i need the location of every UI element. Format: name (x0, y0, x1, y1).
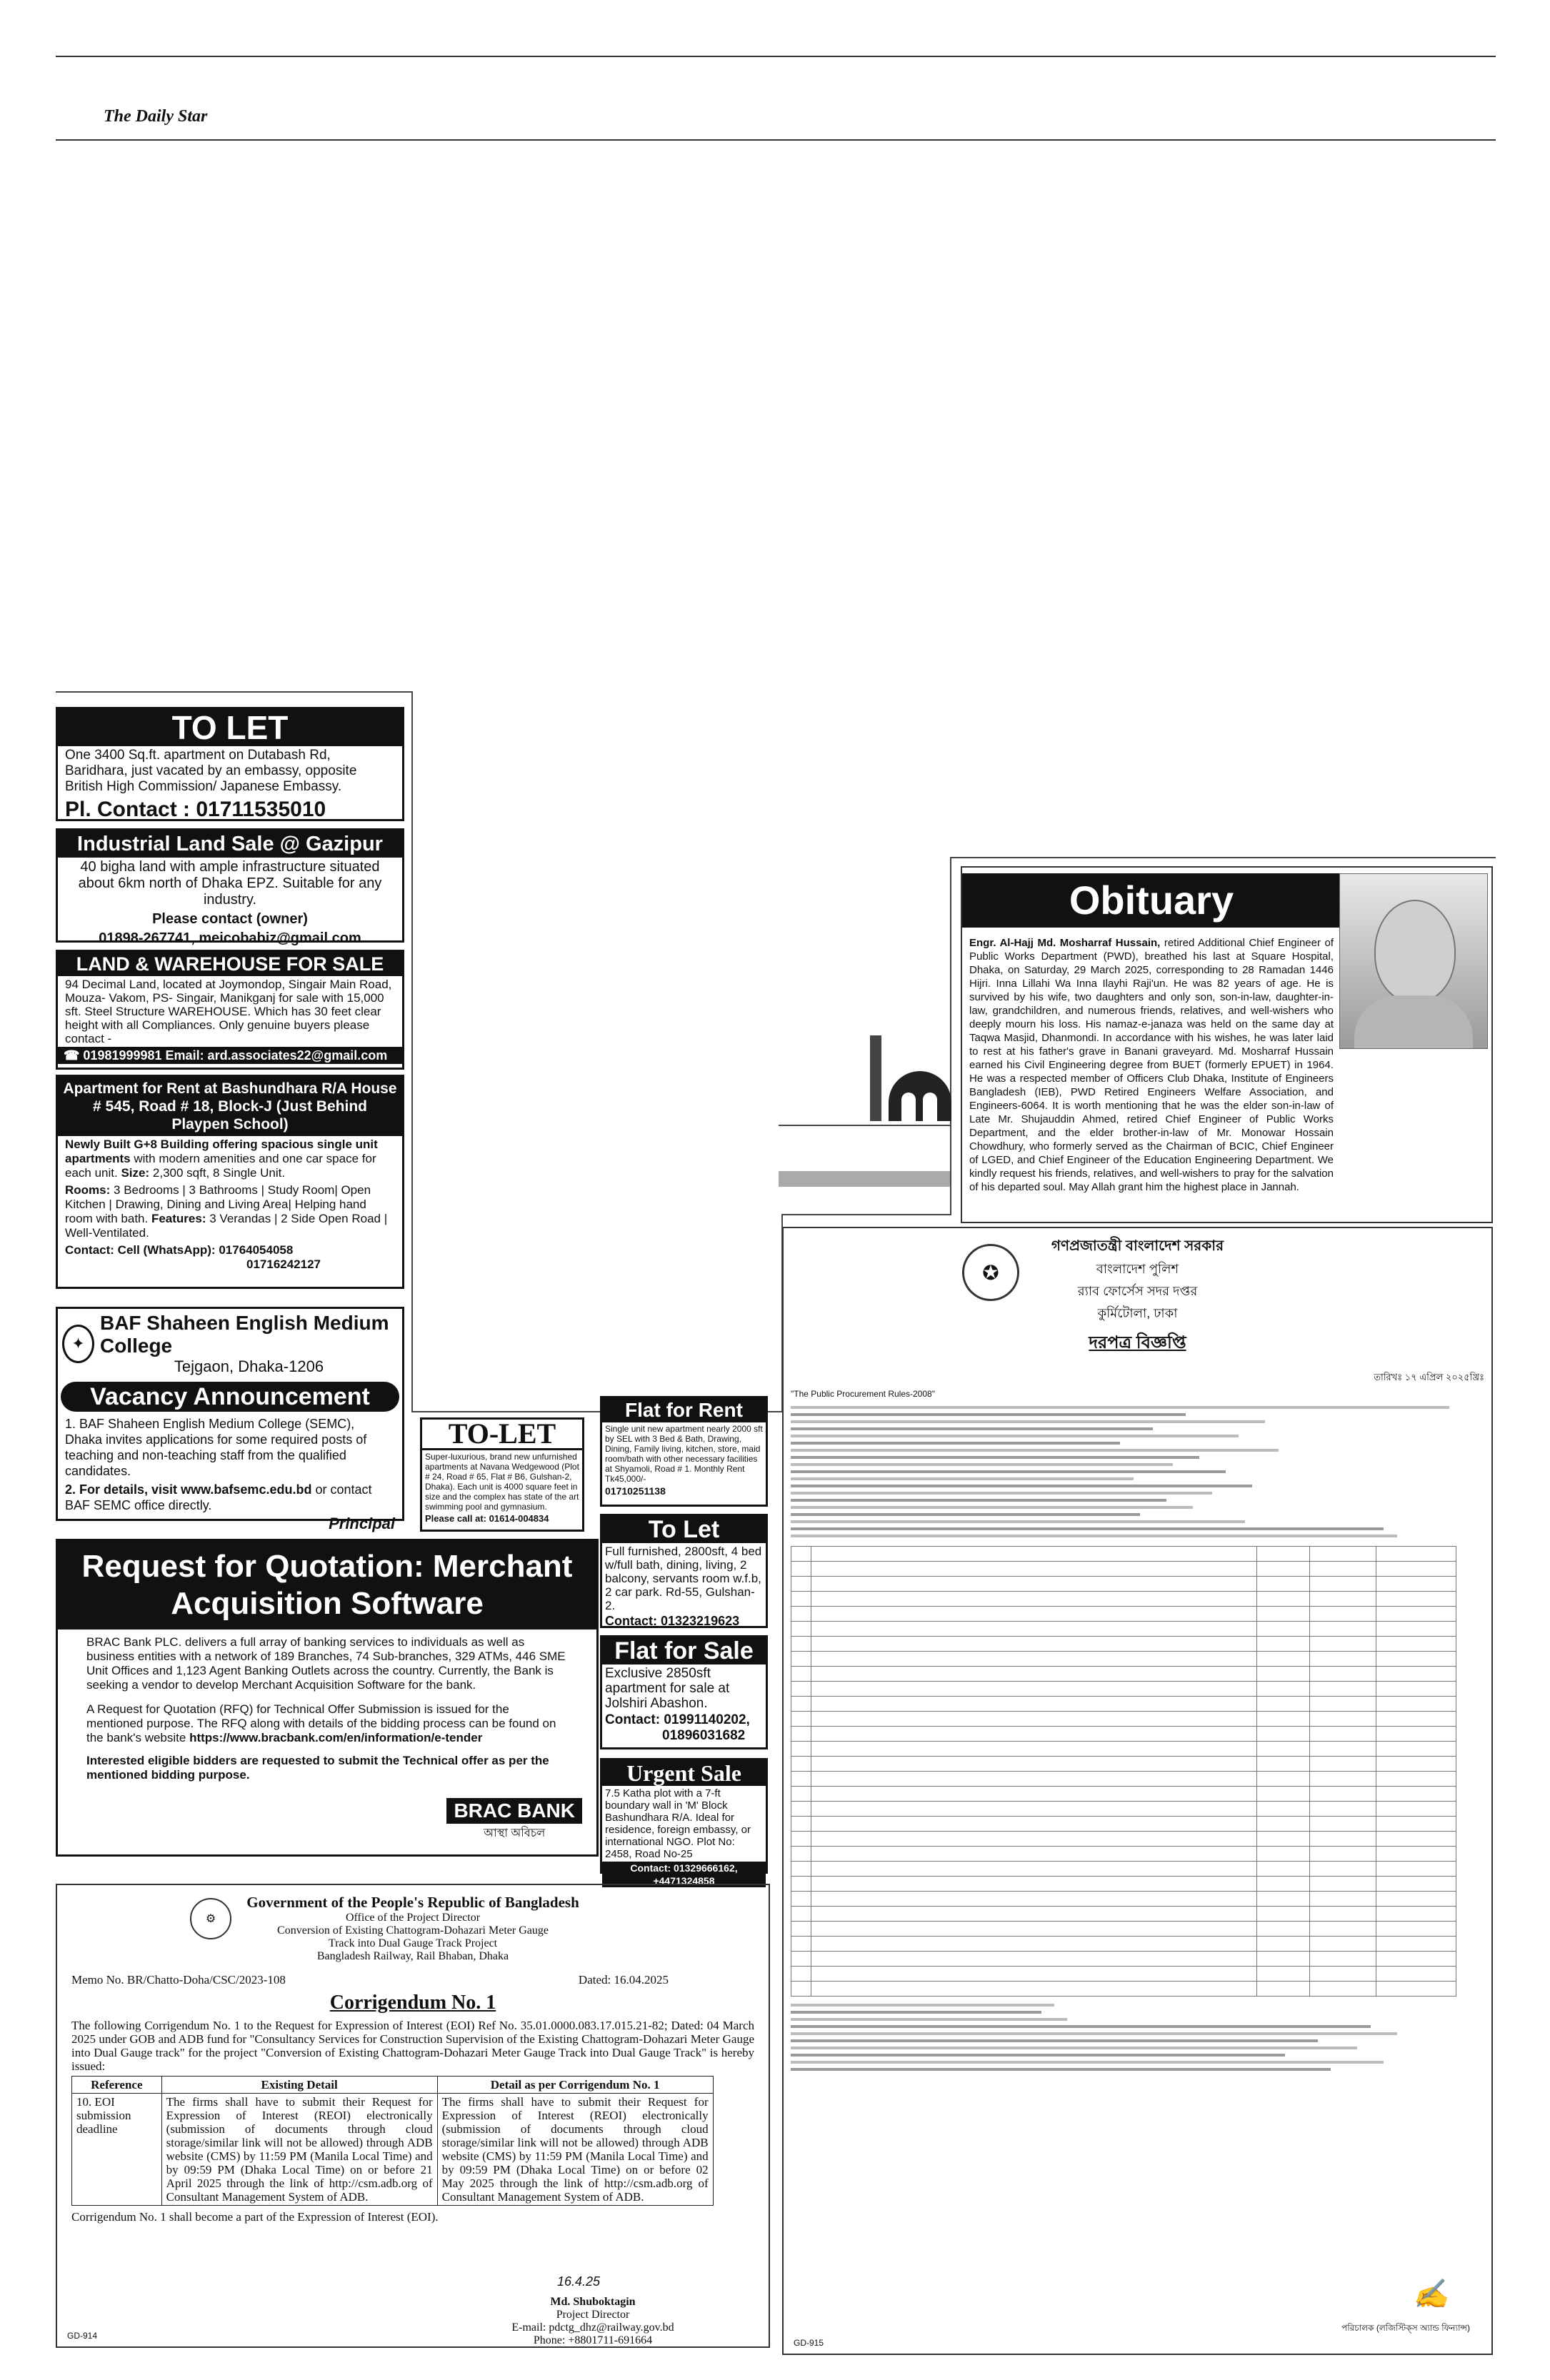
ad-contact: 01981999981 Email: ard.associates22@gmail.com (83, 1048, 388, 1063)
features-label: Features: (151, 1212, 206, 1225)
rfq-ad (56, 1539, 599, 1857)
ad-body: with modern amenities and one car space for each unit. (65, 1152, 376, 1180)
flat-sale-ad (600, 1635, 768, 1749)
table-header: Reference (72, 2077, 162, 2094)
ad-title: LAND & WAREHOUSE FOR SALE (58, 952, 402, 976)
corrigendum-notice (56, 1884, 770, 2348)
ad-contact: Contact: 01329666162, +4471324858 (602, 1862, 766, 1887)
column-rule (781, 1214, 951, 1215)
tender-link[interactable]: https://www.bracbank.com/en/information/e-tender (189, 1731, 483, 1744)
flat-rent-ad (600, 1396, 768, 1507)
grey-band (779, 1171, 950, 1187)
rfq-body: A Request for Quotation (RFQ) for Technical Offer Submission is issued for the mentioned purpose. The RFQ along with details of the bidding process can be found on the bank's website (86, 1702, 556, 1744)
tender-title: দরপত্র বিজ্ঞপ্তি (1089, 1333, 1186, 1352)
vacancy-item-1: 1. BAF Shaheen English Medium College (SEMC), Dhaka invites applications for some required posts of teaching and non-teaching staff from the qualified candidates. (65, 1417, 367, 1478)
college-location: Tejgaon, Dhaka-1206 (174, 1357, 324, 1375)
police-emblem-icon: ✪ (962, 1244, 1019, 1301)
urgent-sale-ad (600, 1758, 768, 1887)
table-row (72, 2094, 714, 2206)
features-value: 3 Verandas | 2 Side Open Road | Well-Ventilated. (65, 1212, 388, 1240)
rab-dept: বাংলাদেশ পুলিশ (1096, 1262, 1179, 1276)
ad-body: 94 Decimal Land, located at Joymondop, Singair Main Road, Mouza- Vakom, PS- Singair, Manikganj for sale with 15,000 sft. Steel Structure WAREHOUSE. Which has 30 feet clear height with all Compliances. Only genuine buyers please contact - (65, 978, 392, 1045)
project-name-2: Track into Dual Gauge Track Project (328, 1937, 498, 1949)
ad-title: Apartment for Rent at Bashundhara R/A House # 545, Road # 18, Block-J (Just Behind Playpen School) (58, 1077, 402, 1136)
bashundhara-rent-ad (56, 1075, 404, 1289)
ad-contact: Please call at: 01614-004834 (425, 1513, 549, 1524)
rfq-intro: BRAC Bank PLC. delivers a full array of banking services to individuals as well as business entities with a network of 189 Branches, 74 Sub-branches, 329 ATMs, 446 SME Unit Offices and 1,123 Agent Banking Outlets across the country. Currently, the Bank is seeking a vendor to develop Merchant Acquisition Software for the bank. (86, 1635, 566, 1692)
navana-to-let-ad (420, 1417, 584, 1532)
ad-code: GD-914 (67, 2331, 98, 2341)
ad-body: 40 bigha land with ample infrastructure situated about 6km north of Dhaka EPZ. Suitable for any industry. (78, 859, 382, 908)
college-crest-icon: ✦ (62, 1325, 94, 1363)
size-value: 2,300 sqft, 8 Single Unit. (152, 1166, 286, 1180)
table-header: Existing Detail (161, 2077, 437, 2094)
deceased-photo (1339, 873, 1488, 1049)
college-website-link[interactable]: www.bafsemc.edu.bd (181, 1482, 312, 1497)
phone-icon: ☎ (64, 1048, 84, 1063)
signatory-phone: Phone: +8801711-691664 (533, 2334, 653, 2346)
masthead: The Daily Star (104, 107, 208, 126)
phone-2: 01716242127 (246, 1257, 321, 1271)
contact-label: Contact: Cell (WhatsApp): (65, 1243, 216, 1257)
memo-number: Memo No. BR/Chatto-Doha/CSC/2023-108 (71, 1973, 286, 1987)
ad-body: One 3400 Sq.ft. apartment on Dutabash Rd, Baridhara, just vacated by an embassy, opposite British High Commission/ Japanese Embassy. (65, 748, 357, 794)
rules-reference: "The Public Procurement Rules-2008" (791, 1389, 935, 1399)
ad-body: Full furnished, 2800sft, 4 bed w/full bath, dining, living, 2 balcony, servants room w.f.b, 2 car park. Rd-55, Gulshan-2. (605, 1545, 762, 1612)
obituary-title: Obituary (962, 873, 1341, 928)
ad-title: TO LET (58, 709, 402, 746)
ad-cta: Please contact (owner) (152, 911, 308, 927)
rab-address: কুর্মিটোলা, ঢাকা (1097, 1306, 1178, 1320)
ad-contact-1: Contact: 01991140202, (605, 1712, 750, 1727)
tender-date: তারিখঃ ১৭ এপ্রিল ২০২৫খ্রিঃ (1374, 1372, 1484, 1382)
rooms-value: 3 Bedrooms | 3 Bathrooms | Study Room| Open Kitchen | Drawing, Dining and Living Area| Helping hand room with bath. (65, 1183, 371, 1225)
ad-title: Flat for Sale (602, 1637, 766, 1665)
college-name: BAF Shaheen English Medium College (99, 1312, 389, 1357)
land-warehouse-ad (56, 950, 404, 1070)
rab-office: র‍্যাব ফোর্সেস সদর দপ্তর (1077, 1284, 1198, 1298)
ad-contact: Pl. Contact : 01711535010 (65, 798, 326, 821)
divider (779, 1125, 950, 1126)
tender-items-table (791, 1546, 1456, 1997)
signatory: Principal (329, 1515, 395, 1532)
ad-contact: 01710251138 (605, 1485, 666, 1497)
rfq-title: Request for Quotation: Merchant Acquisition Software (58, 1541, 596, 1630)
rfq-note: Interested eligible bidders are requested to submit the Technical offer as per the mentioned bidding purpose. (86, 1754, 549, 1782)
gov-office: Office of the Project Director (345, 1912, 481, 1924)
ad-code: GD-915 (794, 2338, 824, 2348)
memo-date: Dated: 16.04.2025 (578, 1973, 669, 1987)
ad-contact: Contact: 01323219623 (605, 1614, 740, 1628)
industrial-land-ad (56, 828, 404, 946)
ad-title: Industrial Land Sale @ Gazipur (58, 830, 402, 858)
ad-title: Urgent Sale (602, 1760, 766, 1786)
railway-emblem-icon: ⚙ (190, 1898, 231, 1939)
project-name-1: Conversion of Existing Chattogram-Dohazari Meter Gauge (277, 1924, 549, 1937)
ad-body-bold: Newly Built G+8 Building offering spacious single unit apartments (65, 1138, 378, 1165)
table-cell: The firms shall have to submit their Request for Expression of Interest (REOI) electronically (submission of documents through cloud storage/similar link will not be allowed) through ADB website (CMS) by 11:59 PM (Manila Local Time) and by 09:59 PM (Dhaka Local Time) on or before 02 May 2025 through the link of http://csm.adb.org of Consultant Management System of ADB. (437, 2094, 713, 2206)
table-header: Detail as per Corrigendum No. 1 (437, 2077, 713, 2094)
table-cell: 10. EOI submission deadline (72, 2094, 162, 2206)
masthead-rule (56, 139, 1496, 141)
signatory-email: E-mail: pdctg_dhz@railway.gov.bd (511, 2321, 674, 2334)
rooms-label: Rooms: (65, 1183, 111, 1197)
ad-body: Super-luxurious, brand new unfurnished apartments at Navana Wedgewood (Plot # 24, Road # 65, Flat # B6, Gulshan-2, Dhaka). Each unit is 4000 square feet in size and the complex has state of the art swimming pool and gymnasium. (425, 1452, 579, 1512)
tender-details (791, 1406, 1449, 1537)
signature: 16.4.25 (557, 2274, 601, 2289)
vacancy-item-2-tail: or contact BAF SEMC office directly. (65, 1482, 372, 1512)
gulshan-to-let-ad (600, 1514, 768, 1628)
table-cell: The firms shall have to submit their Request for Expression of Interest (REOI) electronically (submission of documents through cloud storage/similar link will not be allowed) through ADB website (CMS) by 11:59 PM (Manila Local Time) and by 09:59 PM (Dhaka Local Time) on or before 21 April 2025 through the link of http://csm.adb.org of Consultant Management System of ADB. (161, 2094, 437, 2206)
ad-contact-2: 01896031682 (662, 1728, 746, 1743)
tender-signatory: পরিচালক (লজিস্টিক্‌স অ্যান্ড ফিন্যান্স) (1341, 2323, 1470, 2333)
ad-contact: 01898-267741, meicobabiz@gmail.com (99, 930, 361, 946)
obituary-body: retired Additional Chief Engineer of Public Works Department (PWD), breathed his last at Square Hospital, Dhaka, on Saturday, 29 March 2025, corresponding to 28 Ramadan 1446 Hijri. Inna Lillahi Wa Inna Ilayhi Raji'un. He was 82 years of age. He is survived by his wife, two daughters and only son, son-in-law, daughter-in-law, grandchildren, and numerous friends, relatives, and well-wishers who deeply mourn his loss. His namaz-e-janaza was held on the same day at Taqwa Masjid, Dhanmondi. In accordance with his wishes, he was later laid to rest at his father's grave in Banani graveyard. Md. Mosharraf Hussain earned his Civil Engineering degree from BUET (formerly EPUET) in 1964. He was a respected member of Officers Club Dhaka, Institute of Engineers Bangladesh (IEB), PWD Retired Engineers Welfare Association, and Engineers-6064. It is worth mentioning that he was the elder son-in-law of Late Mr. Shujauddin Ahmed, retired Chief Engineer of Public Works Department, and the elder brother-in-law of Mr. Monowar Hossain Chowdhury, who formerly served as the Chairman of BCIC, Chief Engineer of LGED, and Chief Engineer of the Education Engineering Department. We kindly request his friends, relatives, and well-wishers to pray for the salvation of his departed soul. May Allah grant him the highest place in Jannah. (969, 937, 1334, 1193)
rab-gov-heading: গণপ্রজাতন্ত্রী বাংলাদেশ সরকার (1051, 1238, 1224, 1254)
vacancy-banner: Vacancy Announcement (61, 1382, 399, 1412)
ad-title: To Let (602, 1516, 766, 1543)
corrigendum-table (71, 2076, 714, 2206)
corrigendum-title: Corrigendum No. 1 (329, 1992, 496, 2014)
column-rule (56, 691, 413, 693)
gov-heading: Government of the People's Republic of Bangladesh (246, 1894, 579, 1911)
ad-body: 7.5 Katha plot with a 7-ft boundary wall in 'M' Block Bashundhara R/A. Ideal for residence, foreign embassy, or international NGO. Plot No: 2458, Road No-25 (605, 1787, 751, 1860)
ad-body: Exclusive 2850sft apartment for sale at Jolshiri Abashon. (605, 1666, 730, 1711)
phone-1: 01764054058 (219, 1243, 294, 1257)
mosque-icon (857, 1021, 957, 1128)
corrigendum-intro: The following Corrigendum No. 1 to the Request for Expression of Interest (EOI) Ref No. 35.01.0000.083.17.015.21-82; Dated: 04 March 2025 under GOB and ADB fund for "Consultancy Services for Construction Supervision of the Existing Chattogram-Dohazari Meter Gauge into Dual Gauge track" for the project "Conversion of Existing Chattogram-Dohazari Meter Gauge Track into Dual Gauge Track" is hereby issued: (71, 2019, 754, 2073)
ad-title: Flat for Rent (602, 1398, 766, 1422)
size-label: Size: (121, 1166, 150, 1180)
rab-tender-notice (782, 1227, 1493, 2355)
column-rule (411, 691, 413, 1412)
vacancy-item-2: 2. For details, visit (65, 1482, 178, 1497)
baf-vacancy-ad (56, 1307, 404, 1532)
brac-bank-logo: BRAC BANK (446, 1798, 582, 1824)
signatory-role: Project Director (556, 2309, 630, 2321)
corrigendum-footer: Corrigendum No. 1 shall become a part of the Expression of Interest (EOI). (71, 2210, 439, 2224)
ad-body: Single unit new apartment nearly 2000 sft by SEL with 3 Bed & Bath, Drawing, Dining, Family living, kitchen, store, maid room/bath with other necessary facilities at Shyamoli, Road # 1. Monthly Rent Tk45,000/- (605, 1424, 763, 1484)
tender-conditions (791, 2004, 1449, 2071)
gov-address: Bangladesh Railway, Rail Bhaban, Dhaka (316, 1950, 509, 1962)
obituary-notice (961, 866, 1493, 1223)
brac-tagline: আস্থা অবিচল (484, 1827, 546, 1839)
signatory-name: Md. Shuboktagin (550, 2296, 636, 2308)
to-let-ad (56, 707, 404, 821)
column-rule (950, 857, 1496, 858)
ad-title: TO-LET (422, 1420, 582, 1450)
signature-icon: ✍ (1413, 2279, 1449, 2310)
deceased-name: Engr. Al-Hajj Md. Mosharraf Hussain, (969, 937, 1161, 949)
top-rule (56, 56, 1496, 57)
